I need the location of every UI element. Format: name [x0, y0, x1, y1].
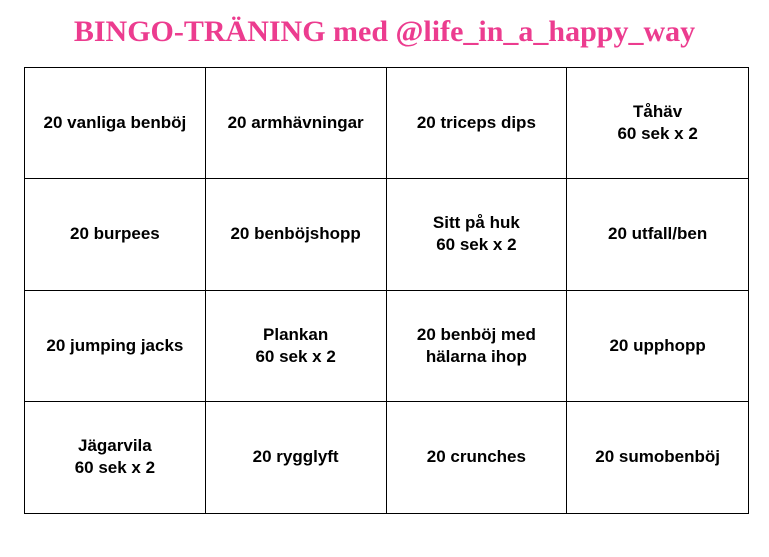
- cell-line-2: hälarna ihop: [425, 346, 527, 366]
- cell-line-1: 20 armhävningar: [227, 113, 364, 133]
- bingo-cell: [567, 179, 748, 290]
- bingo-cell: [387, 402, 568, 513]
- bingo-cell: [206, 179, 387, 290]
- cell-line-1: 20 triceps dips: [416, 113, 536, 133]
- cell-line-2: 60 sek x 2: [255, 346, 336, 366]
- cell-line-1: Sitt på huk: [432, 213, 520, 233]
- bingo-cell: [206, 402, 387, 513]
- cell-line-1: Tåhäv: [633, 102, 683, 122]
- bingo-cell: [25, 179, 206, 290]
- bingo-cell: [206, 291, 387, 402]
- bingo-cell: [387, 291, 568, 402]
- bingo-cell: [25, 402, 206, 513]
- bingo-grid: [24, 67, 749, 514]
- cell-line-1: 20 benböj med: [416, 324, 536, 344]
- bingo-cell: [25, 68, 206, 179]
- cell-line-1: Jägarvila: [78, 436, 152, 456]
- bingo-cell: [206, 68, 387, 179]
- cell-line-1: 20 vanliga benböj: [43, 113, 187, 133]
- bingo-cell: [567, 402, 748, 513]
- cell-line-1: 20 burpees: [69, 224, 160, 244]
- cell-line-1: 20 benböjshopp: [230, 224, 361, 244]
- bingo-cell: [25, 291, 206, 402]
- cell-line-2: 60 sek x 2: [617, 124, 698, 144]
- cell-line-2: 60 sek x 2: [436, 235, 517, 255]
- cell-line-1: Plankan: [263, 324, 329, 344]
- cell-line-2: 60 sek x 2: [74, 458, 156, 478]
- cell-line-1: 20 sumobenböj: [595, 447, 720, 467]
- cell-line-1: 20 utfall/ben: [608, 224, 708, 244]
- cell-line-1: 20 rygglyft: [252, 447, 339, 467]
- bingo-cell: [387, 179, 568, 290]
- bingo-cell: [567, 68, 748, 179]
- cell-line-1: 20 jumping jacks: [46, 335, 184, 355]
- cell-line-1: 20 crunches: [426, 447, 526, 467]
- bingo-cell: [387, 68, 568, 179]
- bingo-cell: [567, 291, 748, 402]
- page-title: BINGO-TRÄNING med @life_in_a_happy_way: [73, 15, 696, 48]
- cell-line-1: 20 upphopp: [609, 335, 706, 355]
